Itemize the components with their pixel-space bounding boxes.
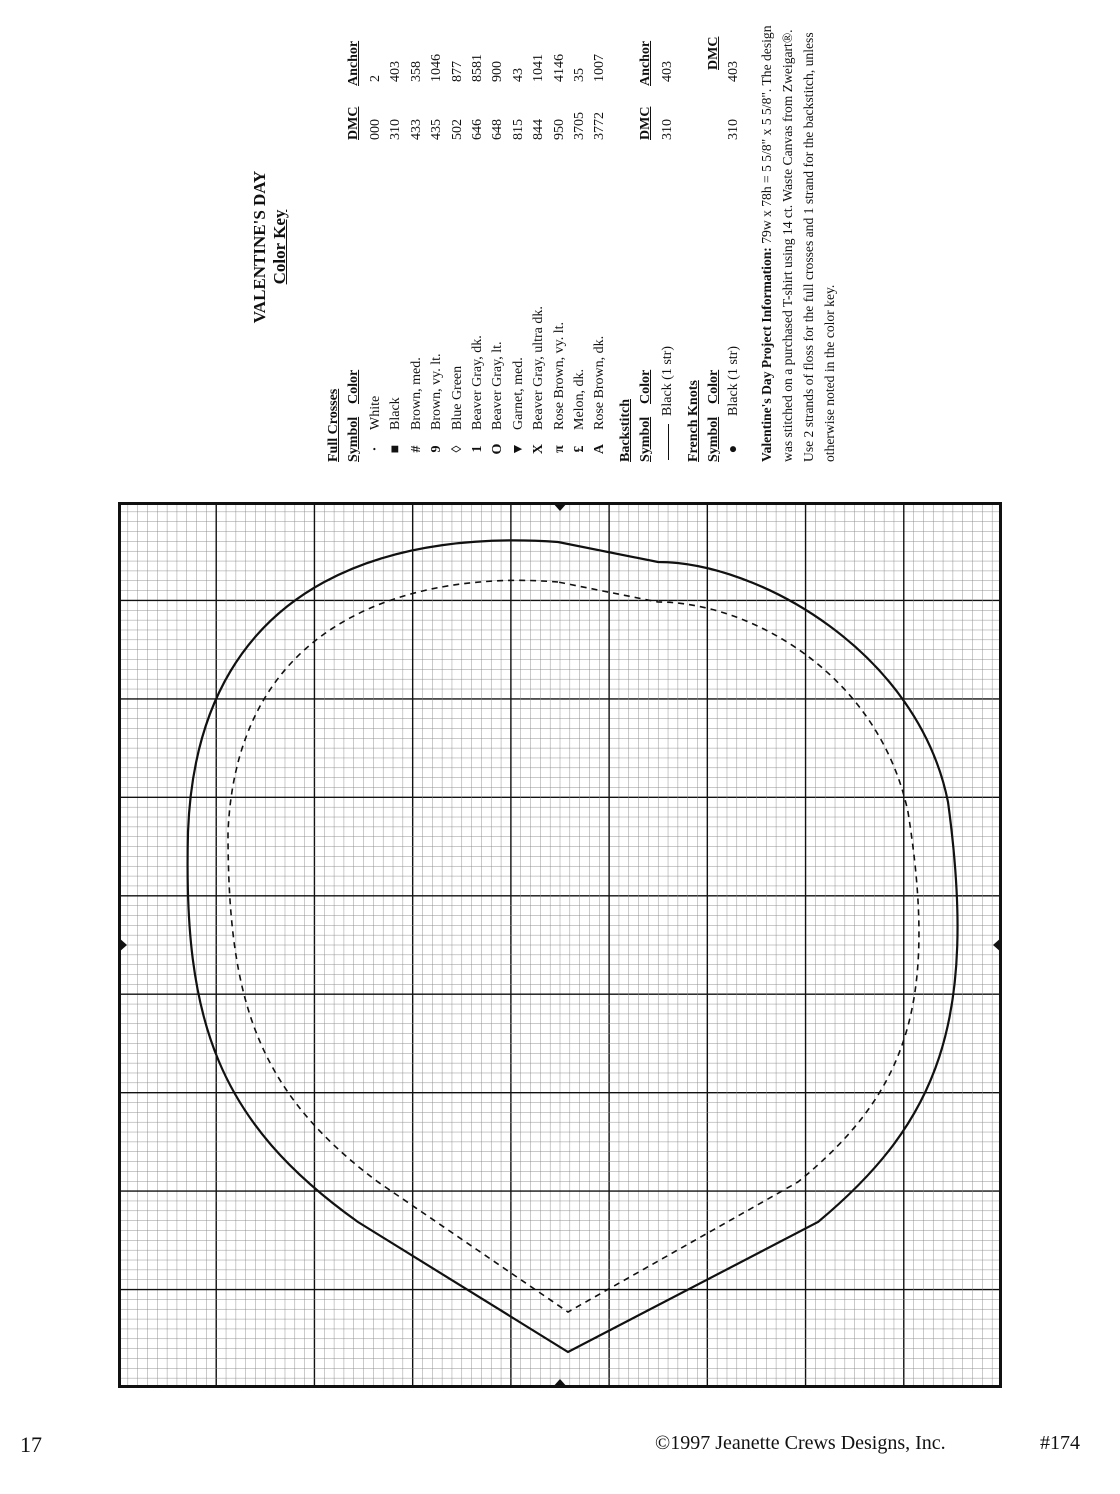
backstitch-symbol-col: Symbol: [638, 416, 653, 462]
color-name: Black (1 str): [726, 346, 741, 416]
key-row: [509, 32, 529, 462]
dmc-number: 844: [531, 119, 547, 140]
dmc-number: 435: [429, 119, 445, 140]
key-row: [488, 32, 508, 462]
project-info: [756, 14, 840, 462]
backstitch-anchor-col: Anchor: [638, 40, 653, 86]
full-crosses-heading: Full Crosses: [326, 388, 341, 462]
key-row: [590, 32, 610, 462]
backstitch-heading: Backstitch: [618, 399, 633, 462]
anchor-number: 2: [368, 75, 383, 82]
symbol: X: [531, 443, 547, 455]
anchor-number: 1007: [592, 54, 608, 82]
dmc-number: 950: [551, 119, 567, 140]
symbol: ■: [388, 444, 404, 454]
color-name: Brown, med.: [408, 357, 424, 430]
anchor-number: 358: [408, 61, 424, 82]
french-knots-heading: French Knots: [686, 380, 701, 462]
color-name: White: [368, 395, 383, 430]
backstitch-dmc-col: DMC: [638, 106, 653, 140]
key-row: [570, 32, 590, 462]
key-row: [427, 32, 447, 462]
color-name: Black (1 str): [660, 346, 675, 416]
backstitch-line-icon: [668, 424, 669, 460]
color-name: Beaver Gray, lt.: [490, 341, 506, 430]
color-name: Rose Brown, vy. lt.: [551, 322, 567, 430]
color-name: Brown, vy. lt.: [429, 353, 445, 430]
symbol: #: [408, 445, 424, 453]
dmc-number: 310: [726, 119, 741, 140]
key-row: [468, 32, 488, 462]
symbol: ▼: [510, 442, 526, 456]
key-row: [386, 32, 406, 462]
french-knots-symbol-col: Symbol: [706, 416, 721, 462]
key-title: VALENTINE'S DAY: [250, 170, 269, 324]
dmc-number: 648: [490, 119, 506, 140]
anchor-number: 4146: [551, 54, 567, 82]
color-name: Melon, dk.: [572, 368, 587, 430]
symbol: π: [551, 445, 567, 453]
anchor-number: 8581: [470, 54, 485, 82]
anchor-number: 877: [449, 61, 465, 82]
anchor-number: 900: [490, 61, 506, 82]
full-crosses-color-col: Color: [346, 369, 361, 404]
backstitch-row: [658, 32, 678, 462]
dmc-number: 000: [368, 119, 383, 140]
copyright-text: ©1997 Jeanette Crews Designs, Inc.: [655, 1432, 946, 1454]
dmc-number: 310: [660, 119, 675, 140]
key-subtitle: Color Key: [270, 209, 289, 285]
anchor-number: 43: [510, 68, 526, 82]
dmc-number: 433: [408, 119, 424, 140]
french-knot-icon: ●: [726, 444, 741, 454]
symbol: £: [572, 445, 587, 453]
key-row: [550, 32, 570, 462]
dmc-number: 502: [449, 119, 465, 140]
project-info-text: 79w x 78h = 5 5/8" x 5 5/8". The design was stitched on a purchased T-shirt using 14 ct. Waste Canvas from Zweigart®. Use 2 strands of floss for the full crosses and 1 strand for the backstitch, unless otherwise noted in the color key.: [759, 25, 837, 462]
key-row: [366, 32, 386, 462]
french-knots-row: [724, 32, 744, 462]
symbol: ◊: [449, 445, 465, 453]
symbol: A: [592, 443, 608, 455]
anchor-number: 403: [388, 61, 404, 82]
anchor-number: 403: [726, 61, 741, 82]
cross-stitch-chart: [118, 502, 1002, 1388]
dmc-number: 3705: [572, 112, 587, 140]
dmc-number: 646: [470, 119, 485, 140]
anchor-number: 1046: [429, 54, 445, 82]
key-row: [448, 32, 468, 462]
dmc-number: 815: [510, 119, 526, 140]
project-info-label: Valentine's Day Project Information:: [759, 247, 774, 462]
french-knots-dmc-col: DMC: [706, 36, 721, 70]
anchor-number: 35: [572, 68, 587, 82]
full-crosses-anchor-col: Anchor: [346, 40, 361, 86]
issue-number: #174: [1040, 1432, 1080, 1454]
dmc-number: 3772: [592, 112, 608, 140]
key-row: [407, 32, 427, 462]
key-row: [529, 32, 549, 462]
dmc-number: 310: [388, 119, 404, 140]
anchor-number: 1041: [531, 54, 547, 82]
symbol: O: [490, 443, 506, 455]
backstitch-color-col: Color: [638, 369, 653, 404]
color-name: Beaver Gray, ultra dk.: [531, 306, 547, 430]
full-crosses-dmc-col: DMC: [346, 106, 361, 140]
full-crosses-symbol-col: Symbol: [346, 416, 361, 462]
chart-grid: [118, 502, 1002, 1388]
symbol: ·: [368, 446, 383, 452]
color-key-panel: [240, 25, 860, 462]
page-number: 17: [20, 1432, 42, 1457]
color-name: Black: [388, 397, 404, 430]
color-name: Blue Green: [449, 365, 465, 430]
color-name: Rose Brown, dk.: [592, 335, 608, 430]
anchor-number: 403: [660, 61, 675, 82]
symbol: 1: [470, 445, 485, 453]
color-name: Garnet, med.: [510, 357, 526, 430]
symbol: 9: [429, 445, 445, 453]
color-name: Beaver Gray, dk.: [470, 335, 485, 430]
french-knots-color-col: Color: [706, 369, 721, 404]
color-key: [240, 25, 860, 462]
